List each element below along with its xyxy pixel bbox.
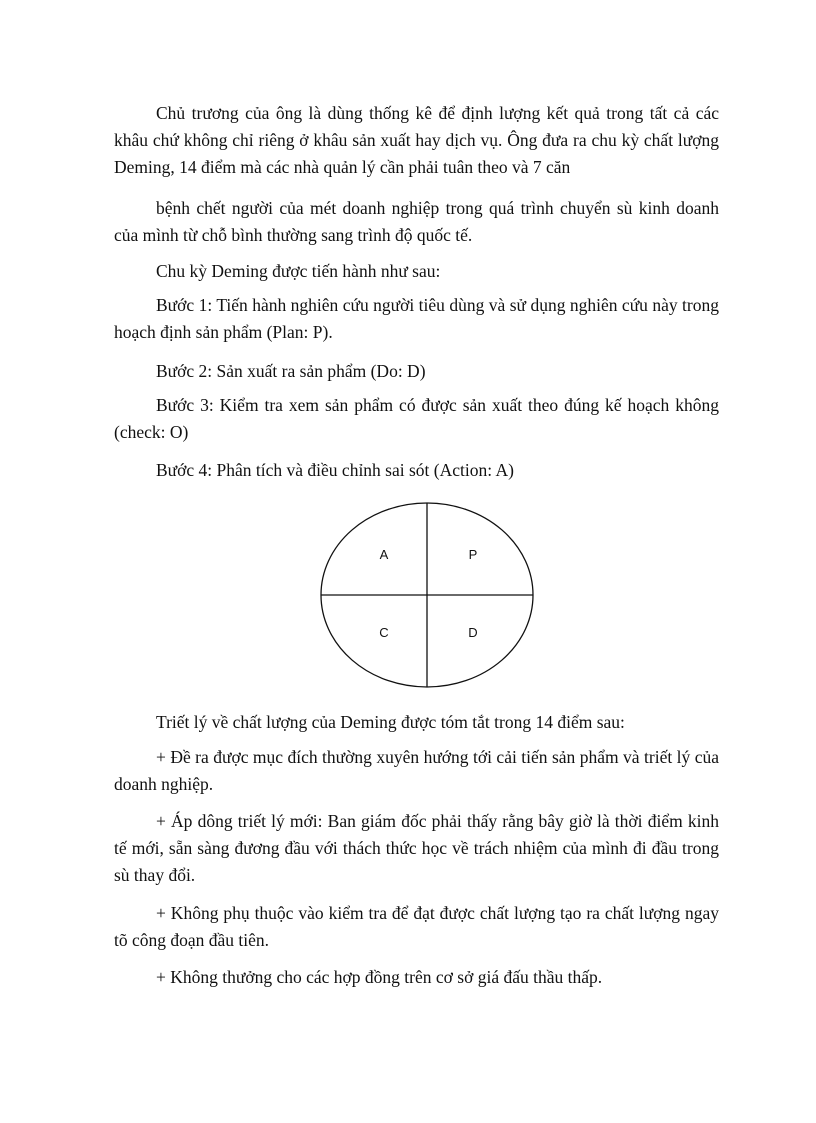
deming-cycle-svg xyxy=(320,500,535,692)
step-2: Bước 2: Sản xuất ra sản phẩm (Do: D) xyxy=(156,361,426,381)
step-4: Bước 4: Phân tích và điều chỉnh sai sót (Action: A) xyxy=(156,460,514,480)
point-3: + Không phụ thuộc vào kiểm tra để đạt được chất lượng tạo ra chất lượng ngay tõ công đoạn đầu tiên. xyxy=(114,903,719,950)
point-2: + Áp dông triết lý mới: Ban giám đốc phải thấy rằng bây giờ là thời điểm kinh tế mới, sẵn sàng đương đầu với thách thức học về trách nhiệm của mình đi đầu trong sù thay đổi. xyxy=(114,811,719,885)
point-4: + Không thưởng cho các hợp đồng trên cơ sở giá đấu thầu thấp. xyxy=(156,967,603,987)
step-3: Bước 3: Kiểm tra xem sản phẩm có được sản xuất theo đúng kế hoạch không (check: O) xyxy=(114,395,719,442)
step-1: Bước 1: Tiến hành nghiên cứu người tiêu dùng và sử dụng nghiên cứu này trong hoạch định sản phẩm (Plan: P). xyxy=(114,295,719,342)
point-1: + Đề ra được mục đích thường xuyên hướng tới cải tiến sản phẩm và triết lý của doanh nghiệp. xyxy=(114,747,719,794)
quadrant-action-label: A xyxy=(379,547,389,562)
deming-cycle-intro: Chu kỳ Deming được tiến hành như sau: xyxy=(156,261,441,281)
quadrant-do-label: D xyxy=(468,625,478,640)
quadrant-plan-label: P xyxy=(468,547,478,562)
philosophy-intro: Triết lý về chất lượng của Deming được tóm tắt trong 14 điểm sau: xyxy=(156,712,625,732)
intro-paragraph: Chủ trương của ông là dùng thống kê để định lượng kết quả trong tất cả các khâu chứ không chỉ riêng ở khâu sản xuất hay dịch vụ. Ông đưa ra chu kỳ chất lượng Deming, 14 điểm mà các nhà quản lý cần phải tuân theo và 7 căn xyxy=(114,103,719,177)
deming-cycle-diagram xyxy=(320,500,535,692)
intro-paragraph-continued: bệnh chết người của mét doanh nghiệp trong quá trình chuyển sù kinh doanh của mình từ chỗ bình thường sang trình độ quốc tế. xyxy=(114,198,719,245)
quadrant-check-label: C xyxy=(379,625,389,640)
